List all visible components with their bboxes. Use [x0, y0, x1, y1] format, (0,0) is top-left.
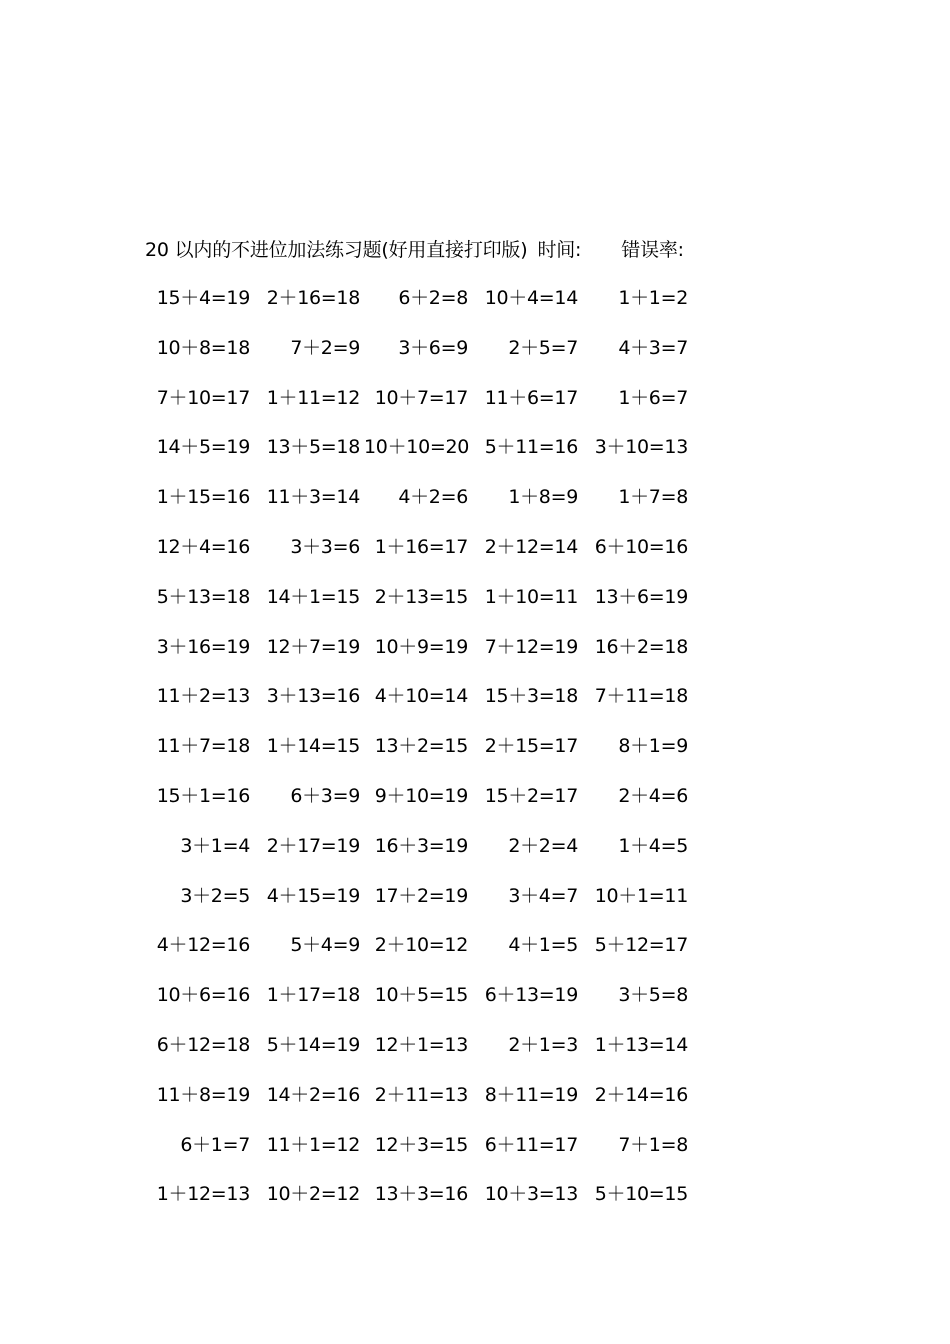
addition-problem: 2＋5=7	[508, 336, 578, 359]
addition-problem: 12＋1=13	[374, 1033, 468, 1056]
addition-problem: 6＋12=18	[156, 1033, 250, 1056]
addition-problem: 2＋16=18	[266, 287, 360, 309]
addition-problem: 17＋2=19	[374, 884, 468, 907]
addition-problem: 2＋4=6	[618, 784, 688, 807]
addition-problem: 11＋6=17	[484, 386, 578, 409]
addition-problem: 4＋12=16	[156, 934, 250, 957]
problem-row	[146, 483, 706, 533]
addition-problem: 1＋4=5	[618, 834, 688, 857]
addition-problem: 7＋2=9	[290, 336, 360, 359]
addition-problem: 3＋1=4	[180, 834, 250, 857]
addition-problem: 2＋2=4	[508, 834, 578, 857]
addition-problem: 14＋2=16	[266, 1083, 360, 1106]
problem-row	[146, 433, 706, 483]
problem-row	[146, 384, 706, 434]
addition-problem: 7＋11=18	[594, 685, 688, 708]
addition-problem: 12＋4=16	[156, 535, 250, 558]
addition-problem: 4＋3=7	[618, 336, 688, 359]
addition-problem: 6＋3=9	[290, 784, 360, 807]
error-rate-label: 错误率:	[621, 239, 684, 261]
addition-problem: 15＋1=16	[156, 784, 250, 807]
addition-problem: 6＋2=8	[398, 287, 468, 309]
addition-problem: 3＋13=16	[266, 685, 360, 708]
addition-problem: 10＋7=17	[374, 386, 468, 409]
addition-problem: 1＋11=12	[266, 386, 360, 409]
addition-problem: 3＋2=5	[180, 884, 250, 907]
worksheet-title	[145, 236, 684, 264]
addition-problem: 11＋1=12	[266, 1133, 360, 1156]
addition-problem: 5＋12=17	[594, 934, 688, 957]
addition-problem: 1＋12=13	[156, 1183, 250, 1206]
addition-problem: 1＋13=14	[594, 1033, 688, 1056]
problem-row	[146, 334, 706, 384]
addition-problem: 1＋16=17	[374, 535, 468, 558]
title-main: 20 以内的不进位加法练习题(好用直接打印版)	[145, 239, 528, 261]
addition-problem: 2＋15=17	[484, 735, 578, 758]
addition-problem: 5＋4=9	[290, 934, 360, 957]
addition-problem: 13＋5=18	[266, 436, 360, 459]
addition-problem: 1＋7=8	[618, 486, 688, 509]
addition-problem: 8＋1=9	[618, 735, 688, 758]
addition-problem: 10＋1=11	[594, 884, 688, 907]
problem-row	[146, 931, 706, 981]
addition-problem: 3＋5=8	[618, 984, 688, 1007]
addition-problem: 1＋1=2	[618, 287, 688, 309]
addition-problem: 3＋6=9	[398, 336, 468, 359]
addition-problem: 4＋15=19	[266, 884, 360, 907]
addition-problem: 8＋11=19	[484, 1083, 578, 1106]
addition-problem: 7＋1=8	[618, 1133, 688, 1156]
addition-problem: 5＋13=18	[156, 585, 250, 608]
addition-problem: 6＋10=16	[594, 535, 688, 558]
problem-row	[146, 1081, 706, 1131]
addition-problem: 4＋2=6	[398, 486, 468, 509]
addition-problem: 4＋10=14	[374, 685, 468, 708]
addition-problem: 16＋2=18	[594, 635, 688, 658]
addition-problem: 1＋17=18	[266, 984, 360, 1007]
addition-problem: 3＋10=13	[594, 436, 688, 459]
addition-problem: 11＋8=19	[156, 1083, 250, 1106]
addition-problem: 7＋12=19	[484, 635, 578, 658]
addition-problem: 12＋7=19	[266, 635, 360, 658]
time-label: 时间:	[537, 239, 582, 261]
addition-problem: 6＋13=19	[484, 984, 578, 1007]
addition-problem: 3＋4=7	[508, 884, 578, 907]
addition-problem: 12＋3=15	[374, 1133, 468, 1156]
problem-row	[146, 284, 706, 334]
addition-problem: 3＋16=19	[156, 635, 250, 658]
addition-problem: 11＋7=18	[156, 735, 250, 758]
addition-problem: 10＋4=14	[484, 287, 578, 309]
problem-grid	[146, 284, 706, 1230]
addition-problem: 2＋13=15	[374, 585, 468, 608]
addition-problem: 10＋8=18	[156, 336, 250, 359]
addition-problem: 11＋2=13	[156, 685, 250, 708]
problem-row	[146, 981, 706, 1031]
addition-problem: 2＋10=12	[374, 934, 468, 957]
addition-problem: 10＋10=20	[364, 436, 470, 459]
addition-problem: 2＋11=13	[374, 1083, 468, 1106]
addition-problem: 1＋14=15	[266, 735, 360, 758]
problem-row	[146, 633, 706, 683]
addition-problem: 13＋6=19	[594, 585, 688, 608]
addition-problem: 15＋2=17	[484, 784, 578, 807]
addition-problem: 15＋3=18	[484, 685, 578, 708]
addition-problem: 6＋11=17	[484, 1133, 578, 1156]
addition-problem: 10＋5=15	[374, 984, 468, 1007]
addition-problem: 11＋3=14	[266, 486, 360, 509]
addition-problem: 9＋10=19	[374, 784, 468, 807]
addition-problem: 1＋10=11	[484, 585, 578, 608]
addition-problem: 14＋5=19	[156, 436, 250, 459]
addition-problem: 5＋14=19	[266, 1033, 360, 1056]
addition-problem: 2＋17=19	[266, 834, 360, 857]
addition-problem: 16＋3=19	[374, 834, 468, 857]
addition-problem: 10＋2=12	[266, 1183, 360, 1206]
problem-row	[146, 882, 706, 932]
problem-row	[146, 1180, 706, 1230]
addition-problem: 5＋10=15	[594, 1183, 688, 1206]
addition-problem: 7＋10=17	[156, 386, 250, 409]
addition-problem: 10＋3=13	[484, 1183, 578, 1206]
addition-problem: 15＋4=19	[156, 287, 250, 309]
addition-problem: 14＋1=15	[266, 585, 360, 608]
addition-problem: 3＋3=6	[290, 535, 360, 558]
addition-problem: 2＋14=16	[594, 1083, 688, 1106]
addition-problem: 2＋12=14	[484, 535, 578, 558]
addition-problem: 2＋1=3	[508, 1033, 578, 1056]
addition-problem: 10＋9=19	[374, 635, 468, 658]
addition-problem: 1＋8=9	[508, 486, 578, 509]
addition-problem: 5＋11=16	[484, 436, 578, 459]
addition-problem: 1＋6=7	[618, 386, 688, 409]
addition-problem: 4＋1=5	[508, 934, 578, 957]
problem-row	[146, 782, 706, 832]
addition-problem: 6＋1=7	[180, 1133, 250, 1156]
problem-row	[146, 583, 706, 633]
problem-row	[146, 682, 706, 732]
problem-row	[146, 533, 706, 583]
problem-row	[146, 732, 706, 782]
problem-row	[146, 1131, 706, 1181]
problem-row	[146, 832, 706, 882]
addition-problem: 13＋3=16	[374, 1183, 468, 1206]
addition-problem: 13＋2=15	[374, 735, 468, 758]
addition-problem: 1＋15=16	[156, 486, 250, 509]
addition-problem: 10＋6=16	[156, 984, 250, 1007]
problem-row	[146, 1031, 706, 1081]
